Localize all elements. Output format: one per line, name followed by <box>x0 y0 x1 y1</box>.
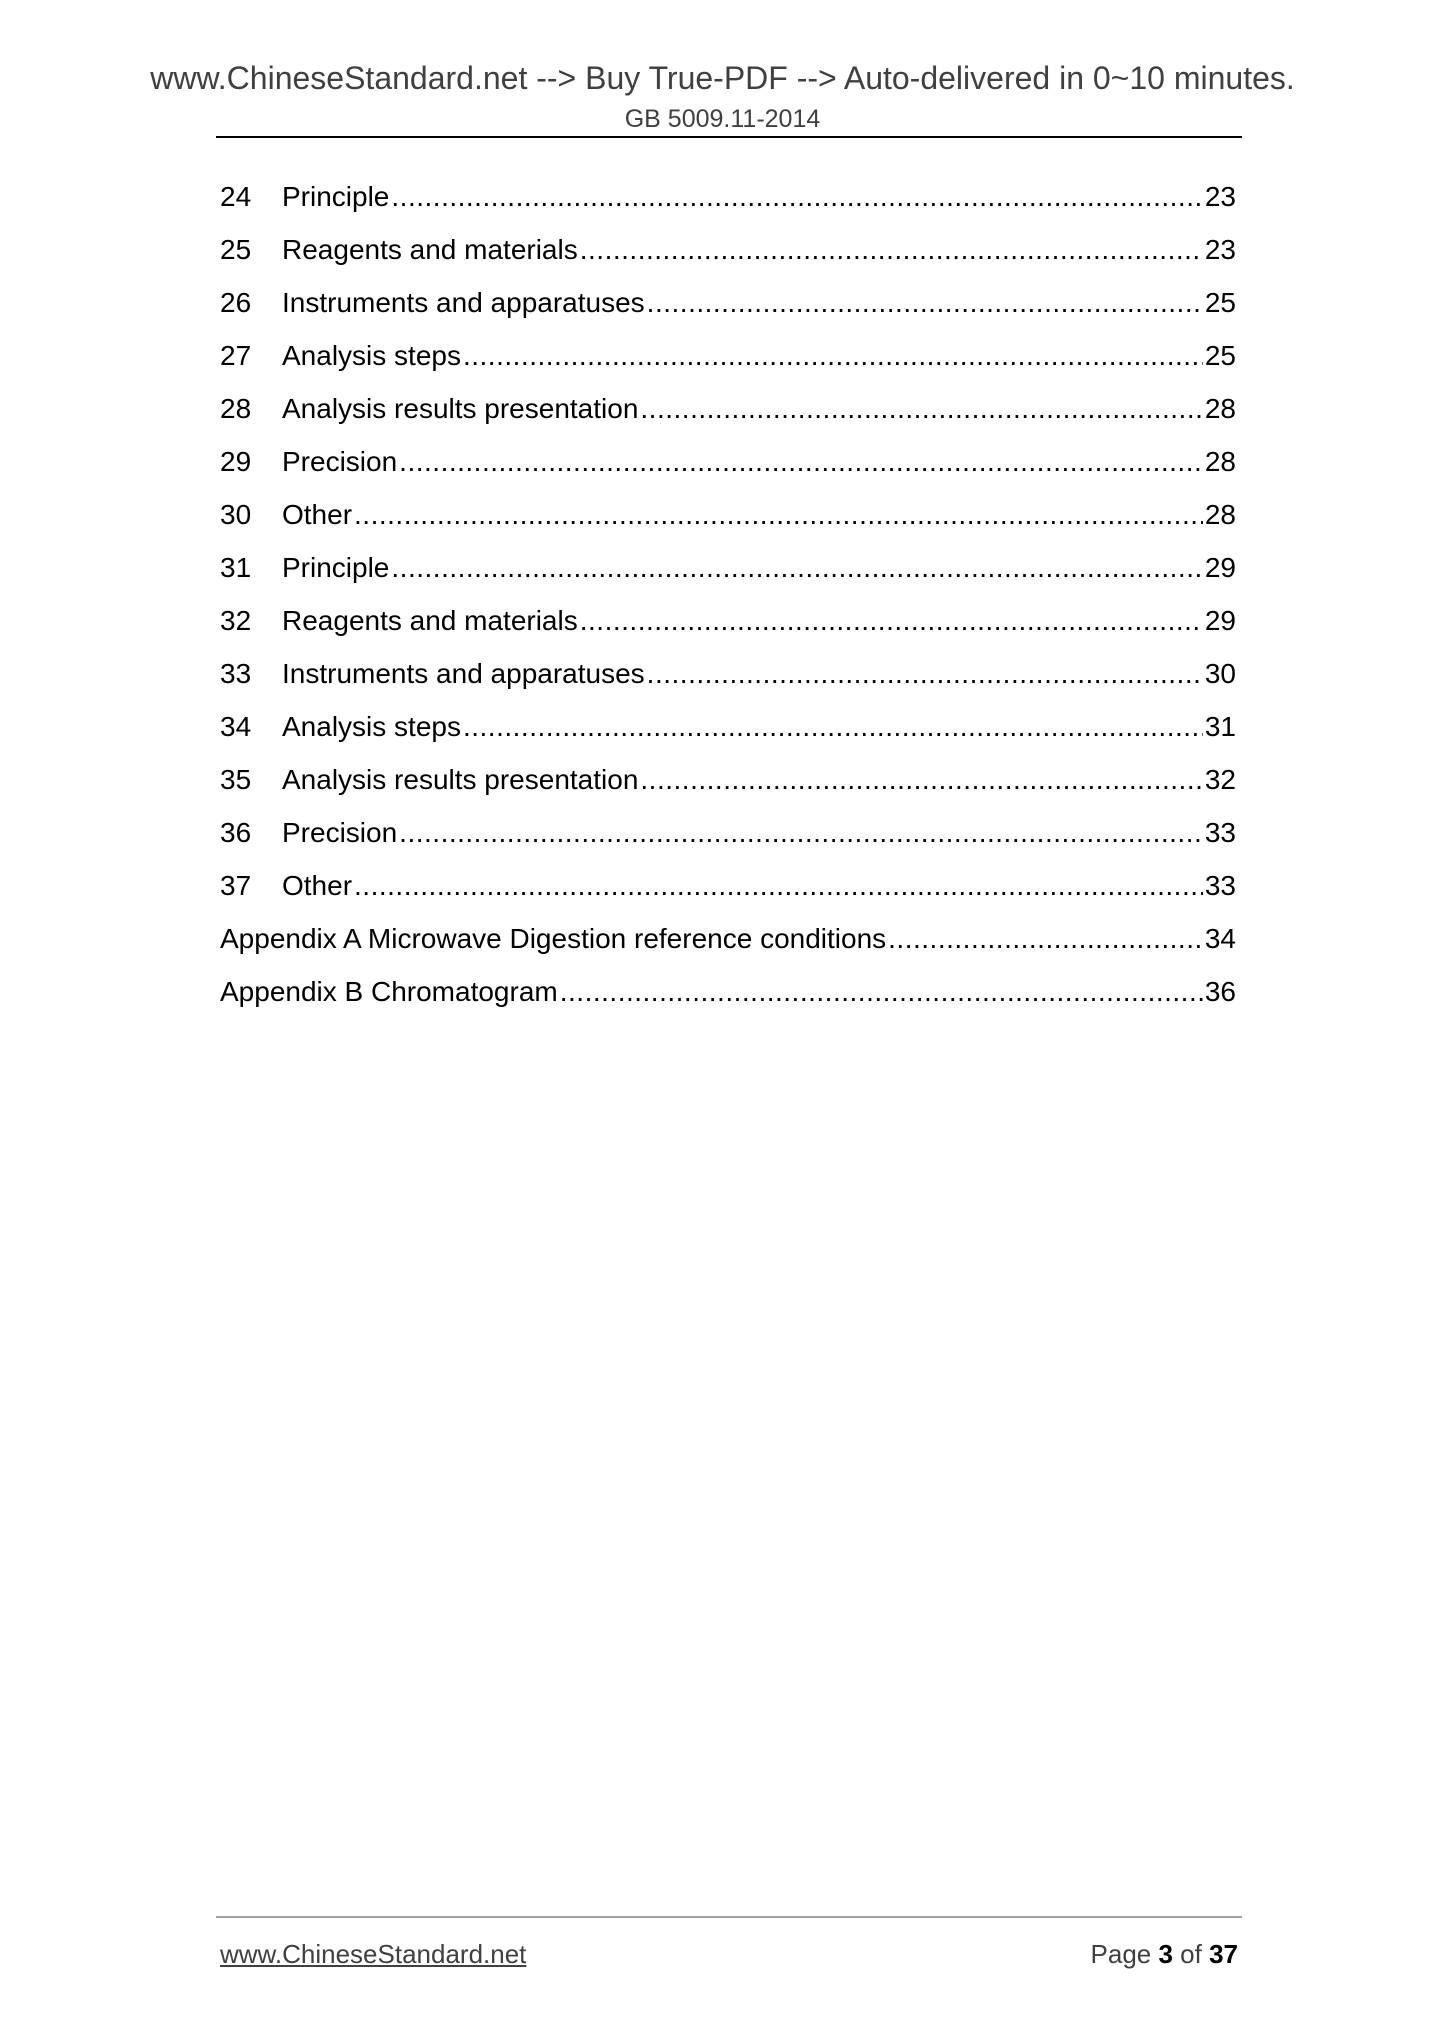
page-indicator <box>1091 1938 1238 1970</box>
toc-entry-number: 35 <box>220 764 252 795</box>
toc-entry-number: 31 <box>220 552 252 583</box>
toc-entry-33[interactable] <box>220 647 1236 700</box>
toc-entry-page: 29 <box>1204 552 1236 583</box>
page-total: 37 <box>1209 1939 1238 1969</box>
toc-entry-page: 33 <box>1204 870 1236 901</box>
toc-entry-31[interactable] <box>220 541 1236 594</box>
dot-leader <box>647 276 1203 329</box>
toc-entry-35[interactable] <box>220 753 1236 806</box>
dot-leader <box>391 541 1202 594</box>
dot-leader <box>647 647 1203 700</box>
dot-leader <box>391 170 1202 223</box>
toc-entry-number: 24 <box>220 181 252 212</box>
dot-leader <box>560 965 1203 1018</box>
toc-entry-30[interactable] <box>220 488 1236 541</box>
dot-leader <box>580 594 1203 647</box>
toc-entry-title: Instruments and apparatuses <box>282 658 645 689</box>
footer-divider <box>216 1916 1242 1918</box>
toc-entry-appendix-b[interactable] <box>220 965 1236 1018</box>
toc-entry-page: 23 <box>1204 234 1236 265</box>
toc-entry-appendix-a[interactable] <box>220 912 1236 965</box>
toc-entry-title: Appendix B Chromatogram <box>220 976 558 1007</box>
toc-entry-26[interactable] <box>220 276 1236 329</box>
toc-entry-32[interactable] <box>220 594 1236 647</box>
toc-entry-title: Analysis steps <box>282 711 461 742</box>
toc-entry-title: Precision <box>282 446 398 477</box>
toc-entry-page: 28 <box>1204 393 1236 424</box>
toc-entry-37[interactable] <box>220 859 1236 912</box>
toc-entry-title: Instruments and apparatuses <box>282 287 645 318</box>
toc-entry-page: 25 <box>1204 287 1236 318</box>
toc-entry-page: 25 <box>1204 340 1236 371</box>
toc-entry-24[interactable] <box>220 170 1236 223</box>
toc-entry-28[interactable] <box>220 382 1236 435</box>
toc-entry-page: 28 <box>1204 446 1236 477</box>
dot-leader <box>888 912 1203 965</box>
toc-entry-page: 29 <box>1204 605 1236 636</box>
toc-entry-title: Principle <box>282 181 390 212</box>
dot-leader <box>640 753 1202 806</box>
toc-entry-36[interactable] <box>220 806 1236 859</box>
toc-entry-page: 32 <box>1204 764 1236 795</box>
toc-entry-title: Reagents and materials <box>282 234 578 265</box>
toc-entry-34[interactable] <box>220 700 1236 753</box>
toc-entry-page: 33 <box>1204 817 1236 848</box>
toc-entry-page: 28 <box>1204 499 1236 530</box>
dot-leader <box>640 382 1202 435</box>
dot-leader <box>463 329 1203 382</box>
footer-site-link[interactable]: www.ChineseStandard.net <box>220 1939 527 1969</box>
toc-entry-page: 34 <box>1204 923 1236 954</box>
toc-entry-number: 25 <box>220 234 252 265</box>
toc-entry-number: 37 <box>220 870 252 901</box>
dot-leader <box>354 859 1203 912</box>
header-divider <box>216 136 1242 138</box>
toc-entry-page: 30 <box>1204 658 1236 689</box>
toc-entry-number: 26 <box>220 287 252 318</box>
toc-entry-page: 23 <box>1204 181 1236 212</box>
toc-entry-title: Appendix A Microwave Digestion reference conditions <box>220 923 887 954</box>
page-prefix: Page <box>1090 1939 1159 1969</box>
toc-entry-number: 29 <box>220 446 252 477</box>
toc-entry-page: 31 <box>1204 711 1236 742</box>
toc-entry-title: Other <box>282 499 353 530</box>
toc-entry-page: 36 <box>1204 976 1236 1007</box>
toc-entry-27[interactable] <box>220 329 1236 382</box>
toc-entry-number: 36 <box>220 817 252 848</box>
toc-entry-title: Analysis results presentation <box>282 764 639 795</box>
toc-entry-number: 30 <box>220 499 252 530</box>
table-of-contents <box>220 170 1236 1018</box>
dot-leader <box>399 435 1203 488</box>
dot-leader <box>463 700 1203 753</box>
toc-entry-25[interactable] <box>220 223 1236 276</box>
toc-entry-title: Other <box>282 870 353 901</box>
toc-entry-number: 34 <box>220 711 252 742</box>
toc-entry-title: Analysis steps <box>282 340 461 371</box>
page-of: of <box>1172 1939 1210 1969</box>
toc-entry-title: Principle <box>282 552 390 583</box>
toc-entry-number: 28 <box>220 393 252 424</box>
toc-entry-title: Reagents and materials <box>282 605 578 636</box>
toc-entry-title: Analysis results presentation <box>282 393 639 424</box>
dot-leader <box>354 488 1203 541</box>
toc-entry-number: 32 <box>220 605 252 636</box>
toc-entry-number: 33 <box>220 658 252 689</box>
standard-code: GB 5009.11-2014 <box>624 105 821 133</box>
page-current: 3 <box>1158 1939 1173 1969</box>
dot-leader <box>580 223 1203 276</box>
toc-entry-number: 27 <box>220 340 252 371</box>
dot-leader <box>399 806 1203 859</box>
header-banner: www.ChineseStandard.net --> Buy True-PDF --> Auto-delivered in 0~10 minutes. <box>150 60 1295 96</box>
toc-entry-title: Precision <box>282 817 398 848</box>
toc-entry-29[interactable] <box>220 435 1236 488</box>
